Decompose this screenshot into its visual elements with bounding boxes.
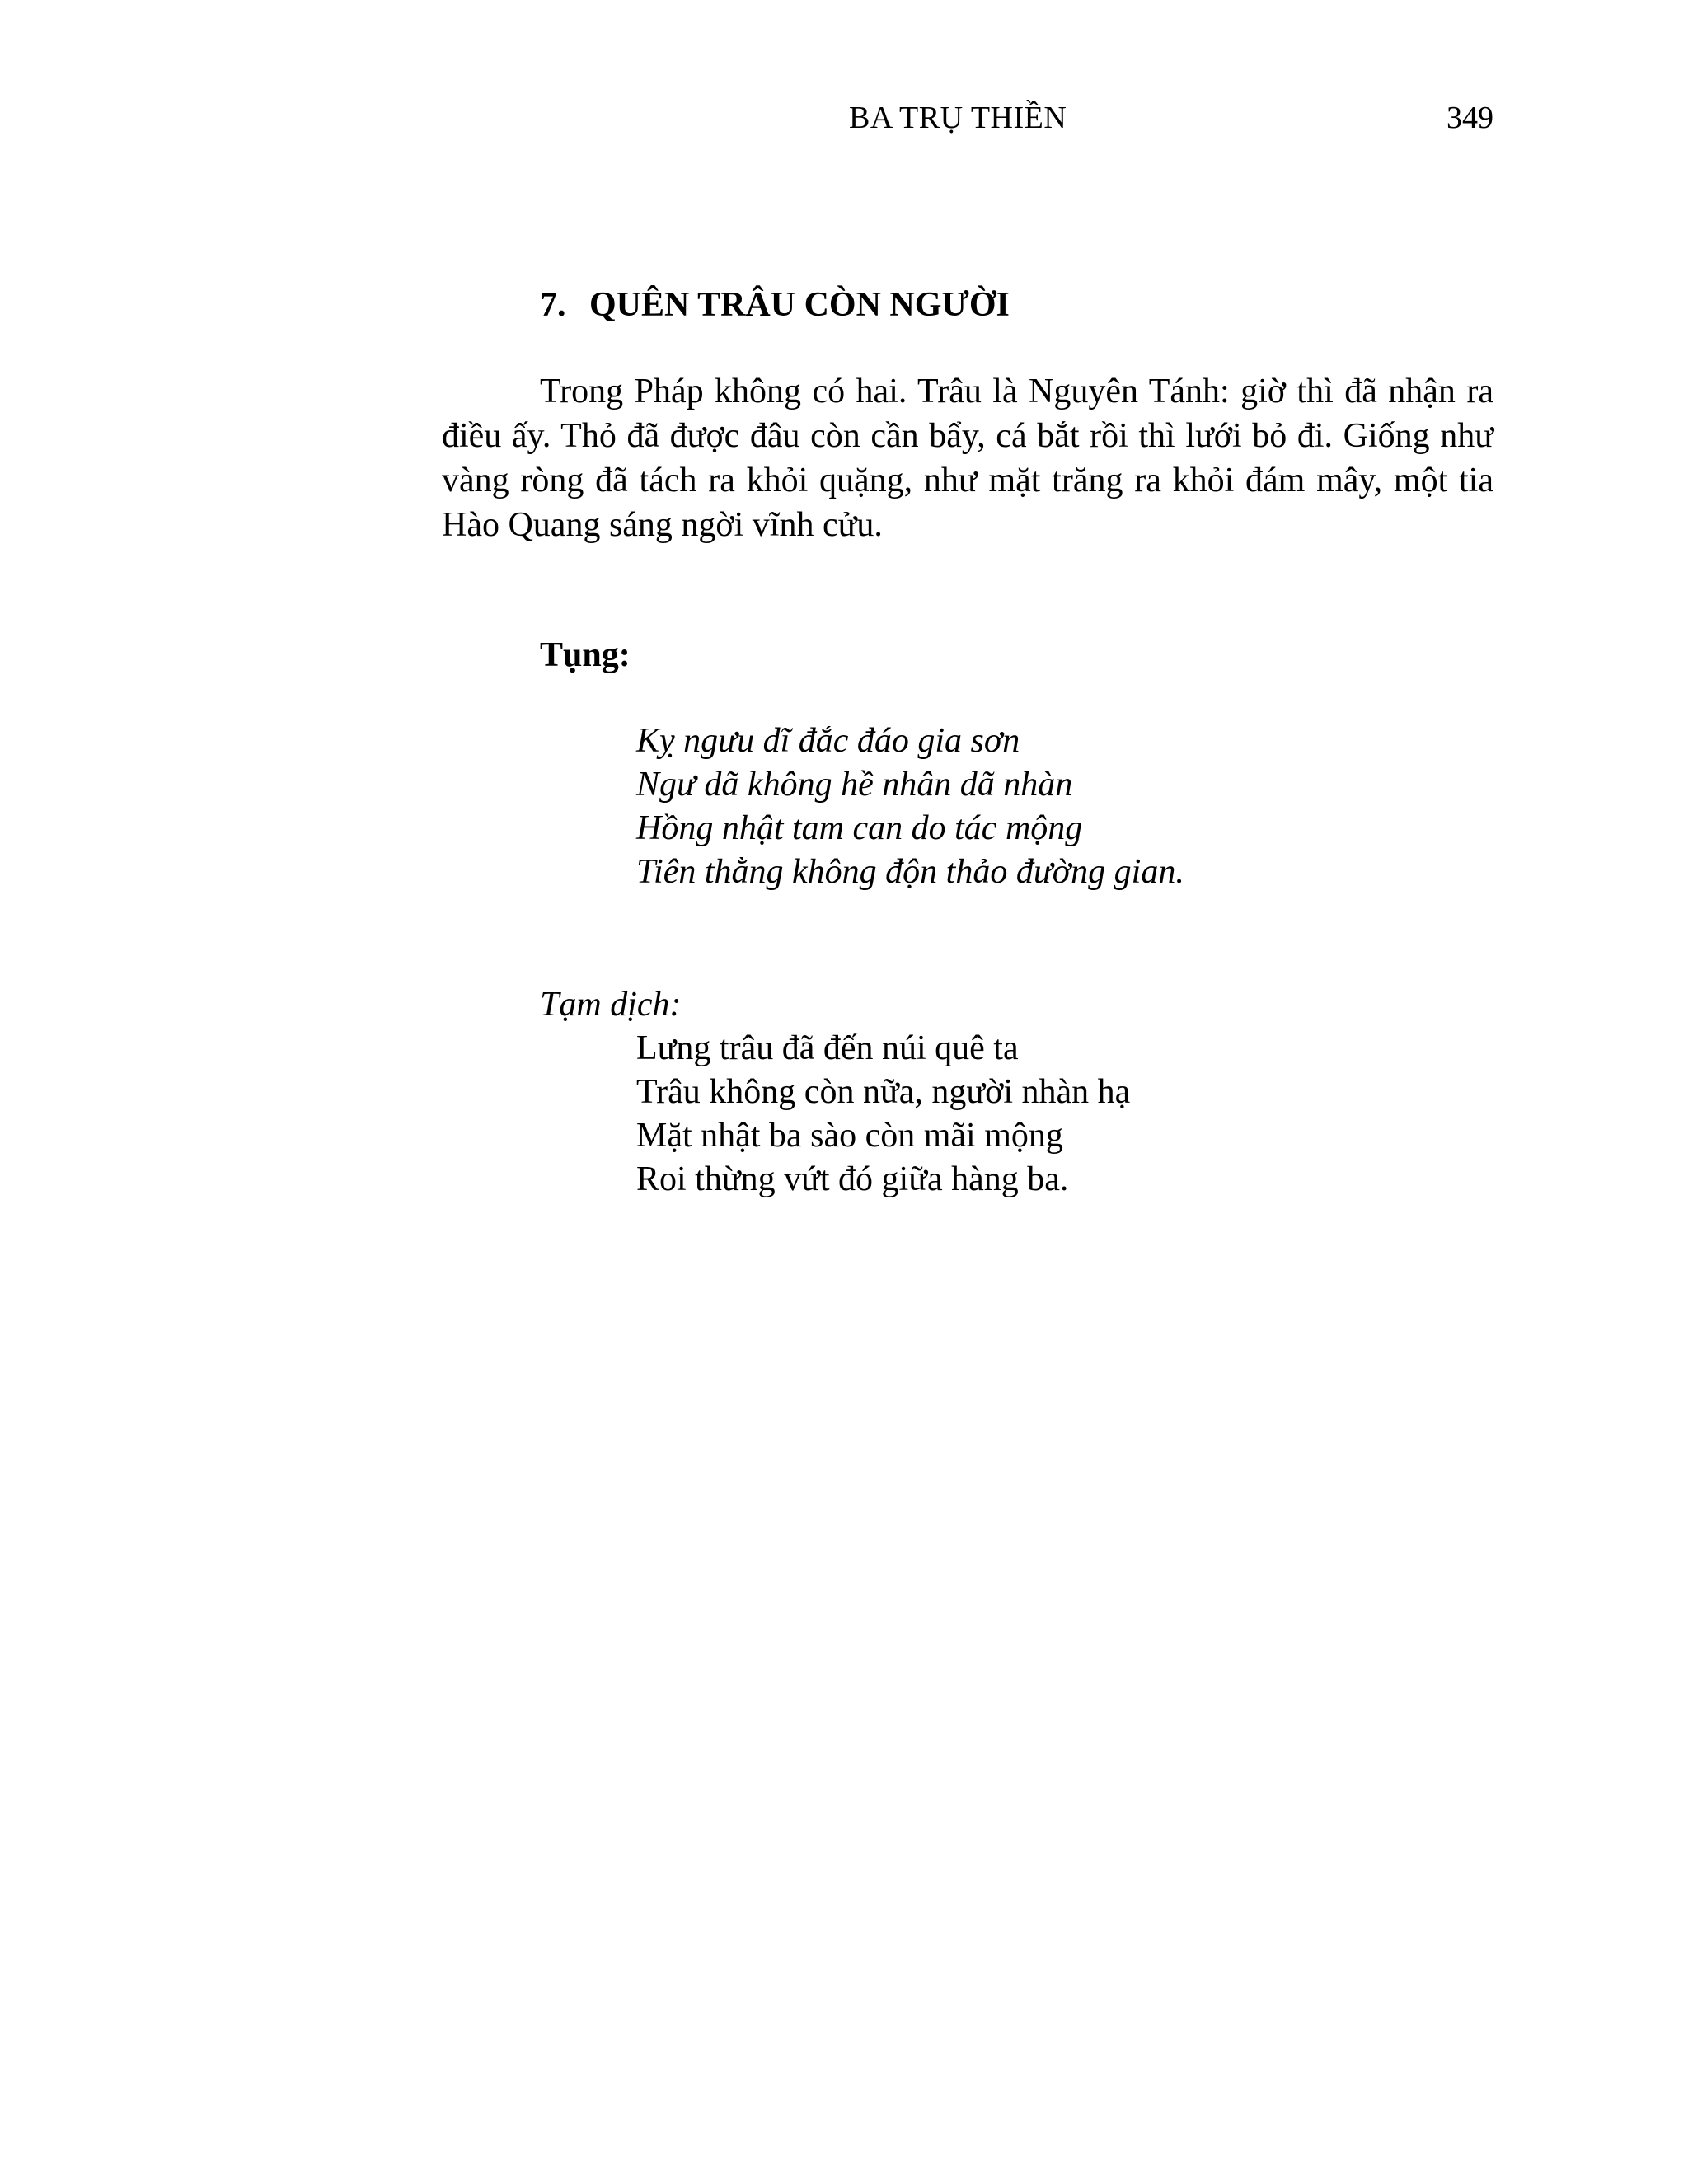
- verse-line: Tiên thằng không độn thảo đường gian.: [636, 853, 1184, 891]
- running-header-title: BA TRỤ THIỀN: [849, 101, 1067, 135]
- verse-line: Hồng nhật tam can do tác mộng: [636, 809, 1083, 847]
- translation-line: Mặt nhật ba sào còn mãi mộng: [636, 1117, 1063, 1155]
- translation-label: Tạm dịch:: [540, 986, 682, 1024]
- translation-line: Trâu không còn nữa, người nhàn hạ: [636, 1073, 1131, 1111]
- running-header: [0, 95, 1688, 141]
- translation-line: Lưng trâu đã đến núi quê ta: [636, 1029, 1019, 1067]
- verse-line: Kỵ ngưu dĩ đắc đáo gia sơn: [636, 722, 1020, 760]
- section-number: 7.: [540, 286, 566, 324]
- verse-line: Ngư dã không hề nhân dã nhàn: [636, 766, 1073, 804]
- translation-line: Roi thừng vứt đó giữa hàng ba.: [636, 1160, 1069, 1198]
- verse-label: Tụng:: [540, 636, 631, 674]
- section-heading: [540, 280, 1010, 330]
- body-paragraph: Trong Pháp không có hai. Trâu là Nguyên Tánh: giờ thì đã nhận ra điều ấy. Thỏ đã được đâu còn cần bẩy, cá bắt rồi thì lưới bỏ đi. Giống như vàng ròng đã tách ra khỏi quặng, như mặt trăng ra khỏi đám mây, một tia Hào Quang sáng ngời vĩnh cửu.: [442, 373, 1493, 544]
- verse-block: [636, 719, 1184, 894]
- section-title: QUÊN TRÂU CÒN NGƯỜI: [589, 286, 1010, 324]
- page-number: 349: [1447, 101, 1493, 135]
- translation-block: [636, 1027, 1130, 1202]
